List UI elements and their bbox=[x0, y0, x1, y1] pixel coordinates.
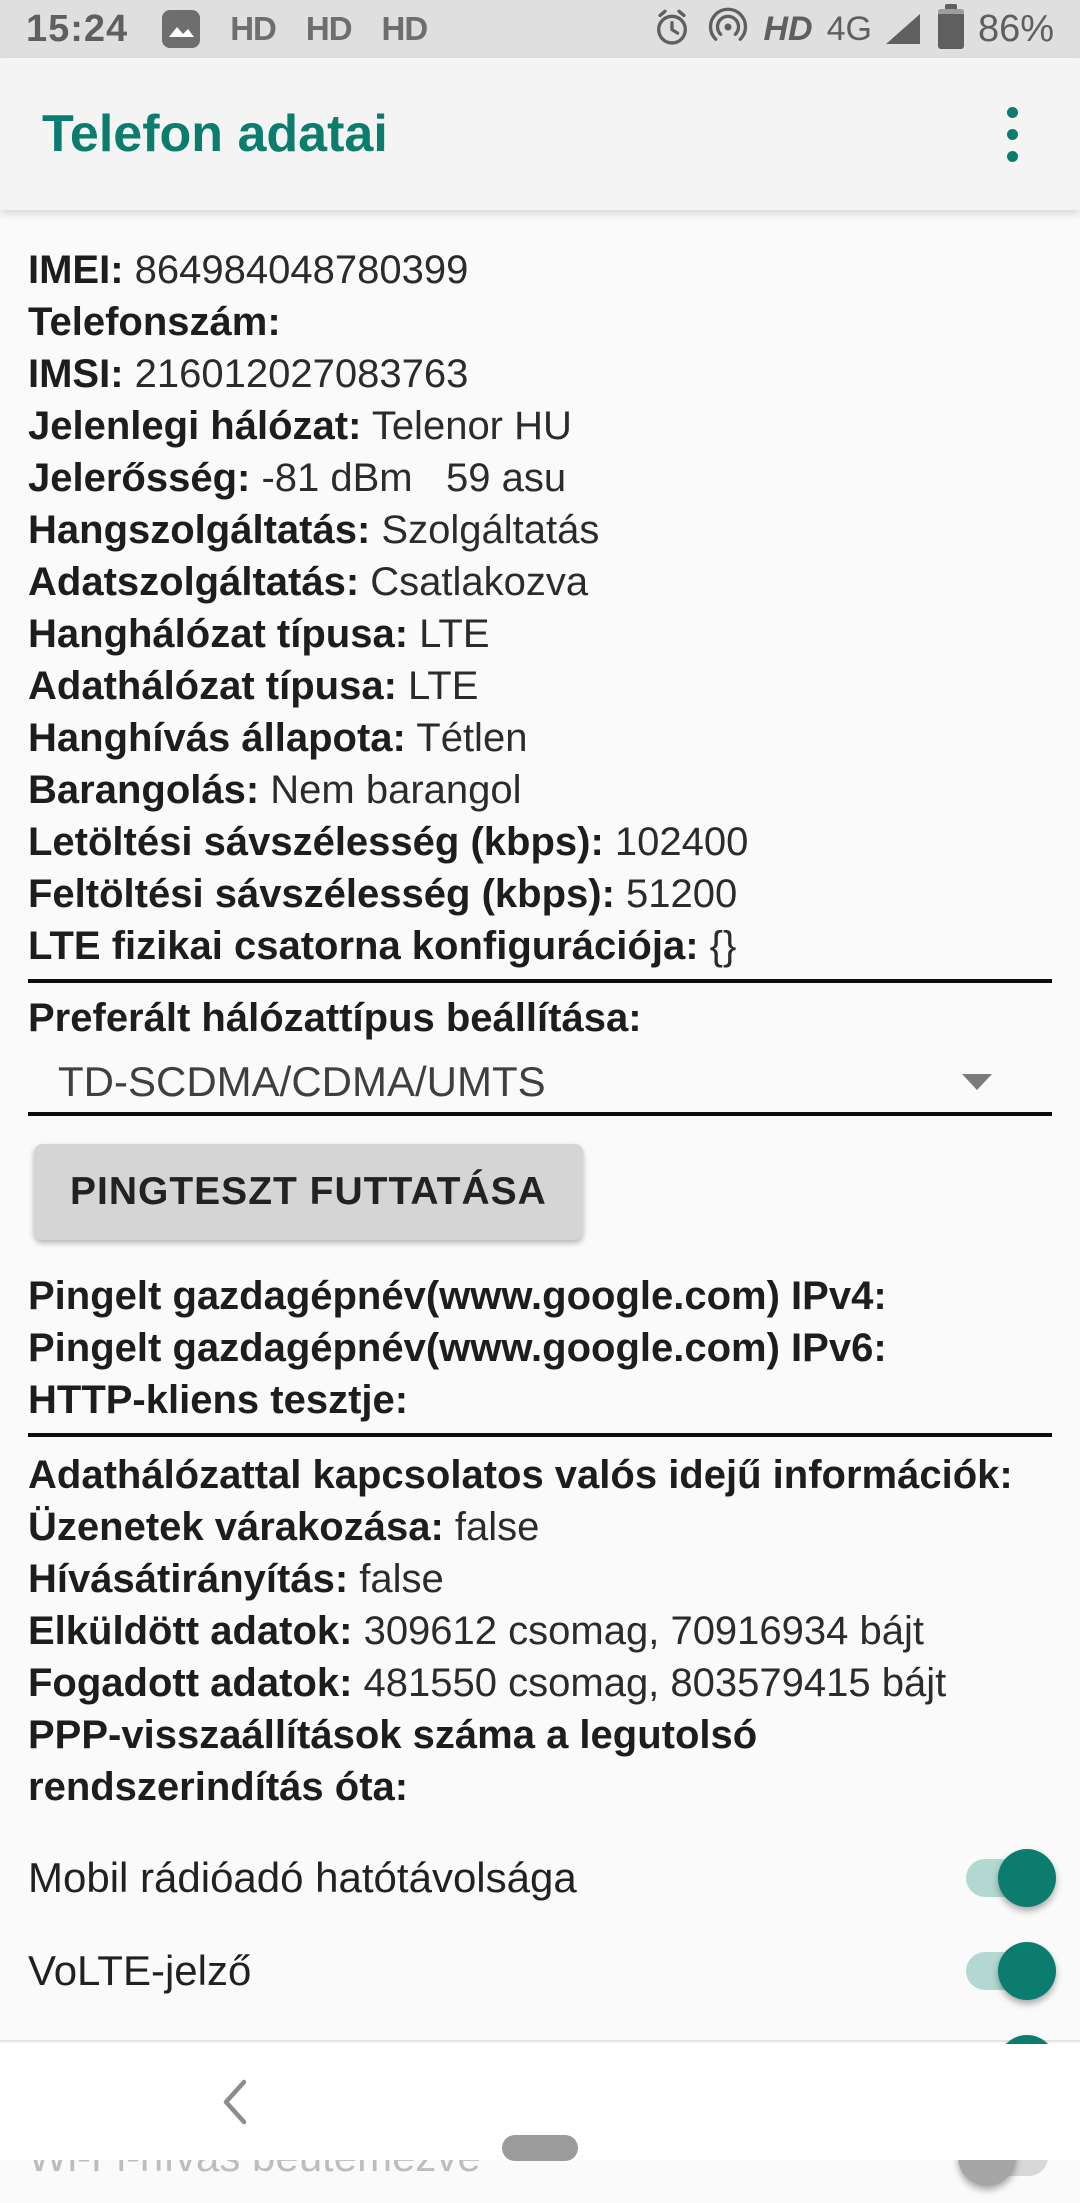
kebab-menu-icon[interactable] bbox=[984, 94, 1040, 174]
back-icon[interactable] bbox=[205, 2072, 265, 2132]
app-bar bbox=[0, 58, 1080, 210]
info-line-uplink-bandwidth: Feltöltési sávszélesség (kbps): 51200 bbox=[28, 872, 738, 916]
ppp-resets-heading: PPP-visszaállítások száma a legutolsó rendszerindítás óta: bbox=[28, 1713, 769, 1809]
preferred-network-label: Preferált hálózattípus beállítása: bbox=[28, 996, 642, 1040]
divider bbox=[28, 1433, 1052, 1437]
data-sent-line: Elküldött adatok: 309612 csomag, 70916934 bájt bbox=[28, 1609, 925, 1653]
info-line-data-network-type: Adathálózat típusa: LTE bbox=[28, 664, 479, 708]
alarm-icon bbox=[651, 6, 693, 53]
info-line-voice-service: Hangszolgáltatás: Szolgáltatás bbox=[28, 508, 600, 552]
http-client-test-line: HTTP-kliens tesztje: bbox=[28, 1378, 409, 1422]
divider bbox=[28, 1112, 1052, 1116]
run-ping-test-button[interactable]: PINGTESZT FUTTATÁSA bbox=[34, 1144, 583, 1240]
signal-icon bbox=[886, 14, 920, 44]
info-line-voice-network-type: Hanghálózat típusa: LTE bbox=[28, 612, 490, 656]
info-line-downlink-bandwidth: Letöltési sávszélesség (kbps): 102400 bbox=[28, 820, 749, 864]
toggle-row-cell-radio: Mobil rádióadó hatótávolsága bbox=[28, 1831, 1052, 1924]
volte-switch[interactable] bbox=[966, 1952, 1048, 1990]
info-line-roaming: Barangolás: Nem barangol bbox=[28, 768, 522, 812]
info-line-call-state: Hanghívás állapota: Tétlen bbox=[28, 716, 528, 760]
chevron-down-icon bbox=[962, 1074, 992, 1090]
info-line-imsi: IMSI: 216012027083763 bbox=[28, 352, 469, 396]
data-received-line: Fogadott adatok: 481550 csomag, 803579415 bájt bbox=[28, 1661, 947, 1705]
hotspot-icon bbox=[707, 6, 749, 53]
info-line-imei: IMEI: 864984048780399 bbox=[28, 248, 469, 292]
realtime-info-heading: Adathálózattal kapcsolatos valós idejű információk: bbox=[28, 1453, 1013, 1497]
home-pill[interactable] bbox=[502, 2135, 578, 2161]
ping-hostname-ipv6-line: Pingelt gazdagépnév(www.google.com) IPv6: bbox=[28, 1326, 887, 1370]
phone-info-content bbox=[0, 210, 1080, 2042]
image-notification-icon bbox=[162, 10, 200, 48]
battery-percent-text: 86% bbox=[977, 7, 1054, 50]
message-waiting-line: Üzenetek várakozása: false bbox=[28, 1505, 540, 1549]
toggle-row-volte: VoLTE-jelző bbox=[28, 1924, 1052, 2017]
battery-icon bbox=[938, 9, 964, 49]
ping-hostname-ipv4-line: Pingelt gazdagépnév(www.google.com) IPv4: bbox=[28, 1274, 887, 1318]
hd-notification-icon: HD bbox=[305, 10, 352, 47]
info-line-current-network: Jelenlegi hálózat: Telenor HU bbox=[28, 404, 572, 448]
cell-radio-switch[interactable] bbox=[966, 1859, 1048, 1897]
spinner-selected-value: TD-SCDMA/CDMA/UMTS bbox=[58, 1058, 546, 1105]
hd-notification-icon: HD bbox=[230, 10, 276, 47]
preferred-network-spinner[interactable] bbox=[28, 1044, 1052, 1112]
divider bbox=[28, 979, 1052, 983]
hd-notification-icon: HD bbox=[381, 10, 428, 47]
info-line-signal-strength: Jelerősség: -81 dBm 59 asu bbox=[28, 456, 567, 500]
info-line-phone-number: Telefonszám: bbox=[28, 300, 281, 344]
clock-text: 15:24 bbox=[26, 7, 129, 50]
navigation-bar bbox=[0, 2044, 1080, 2160]
hd-voice-icon: HD bbox=[763, 9, 813, 48]
info-line-data-service: Adatszolgáltatás: Csatlakozva bbox=[28, 560, 589, 604]
info-line-lte-physical-channel: LTE fizikai csatorna konfigurációja: {} bbox=[28, 924, 737, 968]
network-type-text: 4G bbox=[826, 9, 872, 48]
page-title: Telefon adatai bbox=[42, 105, 388, 163]
call-forwarding-line: Hívásátirányítás: false bbox=[28, 1557, 444, 1601]
status-bar bbox=[0, 0, 1080, 58]
